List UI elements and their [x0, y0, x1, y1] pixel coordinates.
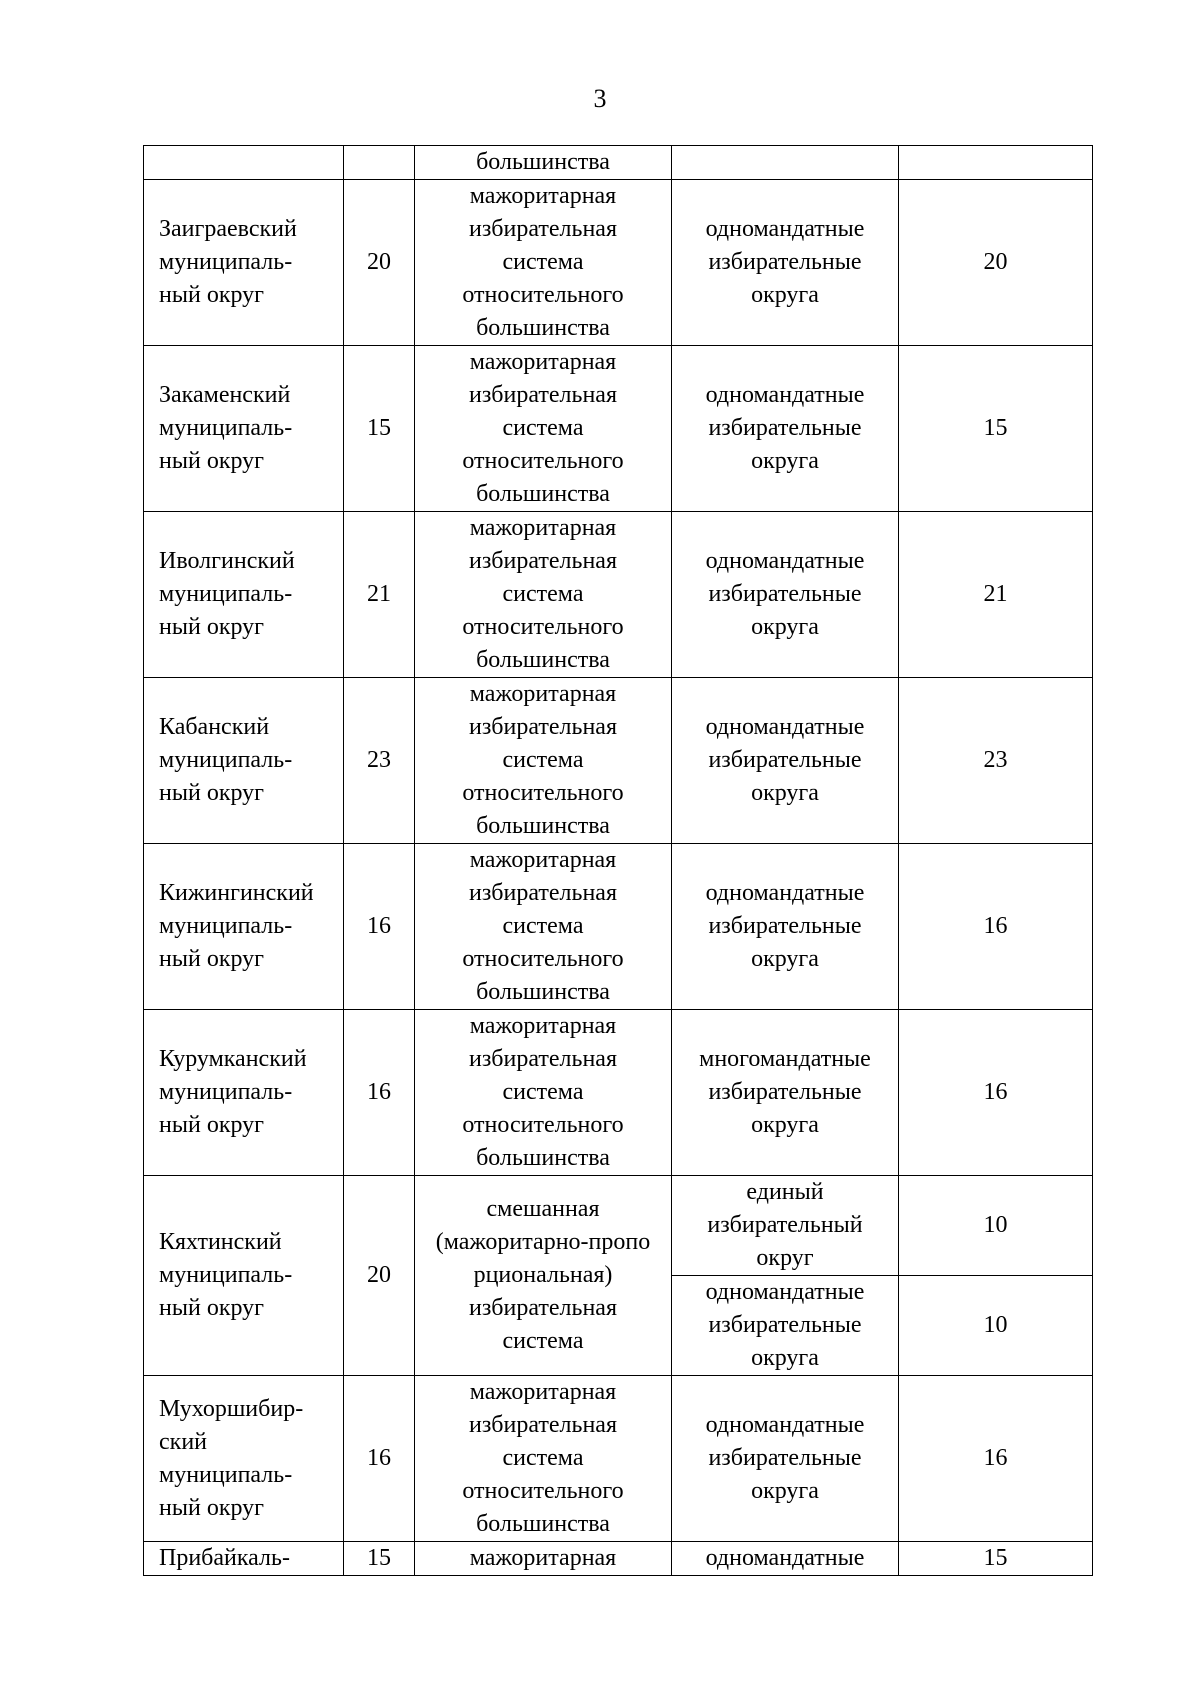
system-cell: мажоритарная	[415, 1542, 672, 1576]
count-cell: 10	[899, 1176, 1093, 1276]
system-cell: мажоритарная избирательная система относительного большинства	[415, 180, 672, 346]
seats-cell: 15	[344, 1542, 415, 1576]
table-row	[144, 346, 1093, 512]
district-type-cell	[672, 146, 899, 180]
district-name-cell: Иволгинский муниципаль- ный округ	[144, 512, 344, 678]
count-cell	[899, 146, 1093, 180]
district-name-cell: Кабанский муниципаль- ный округ	[144, 678, 344, 844]
table-row	[144, 1542, 1093, 1576]
district-type-cell: одномандатные избирательные округа	[672, 678, 899, 844]
table-row	[144, 146, 1093, 180]
seats-cell: 16	[344, 1376, 415, 1542]
district-name-cell: Мухоршибир- ский муниципаль- ный округ	[144, 1376, 344, 1542]
count-cell: 16	[899, 844, 1093, 1010]
table-row	[144, 1176, 1093, 1276]
system-cell: смешанная (мажоритарно-пропо рциональная) избирательная система	[415, 1176, 672, 1376]
table-row	[144, 512, 1093, 678]
count-cell: 21	[899, 512, 1093, 678]
district-name-cell: Заиграевский муниципаль- ный округ	[144, 180, 344, 346]
district-type-cell: одномандатные	[672, 1542, 899, 1576]
system-cell: мажоритарная избирательная система относительного большинства	[415, 1010, 672, 1176]
district-name-cell: Кижингинский муниципаль- ный округ	[144, 844, 344, 1010]
seats-cell: 16	[344, 1010, 415, 1176]
district-name-cell: Закаменский муниципаль- ный округ	[144, 346, 344, 512]
district-name-cell	[144, 146, 344, 180]
district-type-cell: одномандатные избирательные округа	[672, 346, 899, 512]
district-type-cell: одномандатные избирательные округа	[672, 844, 899, 1010]
page-number: 3	[593, 84, 607, 113]
district-type-cell: одномандатные избирательные округа	[672, 1376, 899, 1542]
district-name-cell: Курумканский муниципаль- ный округ	[144, 1010, 344, 1176]
count-cell: 23	[899, 678, 1093, 844]
count-cell: 10	[899, 1276, 1093, 1376]
table-row	[144, 180, 1093, 346]
district-name-cell: Кяхтинский муниципаль- ный округ	[144, 1176, 344, 1376]
district-type-cell: одномандатные избирательные округа	[672, 180, 899, 346]
electoral-systems-table	[143, 145, 1093, 1576]
district-type-cell: единый избирательный округ	[672, 1176, 899, 1276]
count-cell: 16	[899, 1010, 1093, 1176]
count-cell: 15	[899, 346, 1093, 512]
table-row	[144, 1010, 1093, 1176]
system-cell: мажоритарная избирательная система относительного большинства	[415, 512, 672, 678]
table-row	[144, 678, 1093, 844]
table-row	[144, 844, 1093, 1010]
system-cell: мажоритарная избирательная система относительного большинства	[415, 1376, 672, 1542]
seats-cell: 23	[344, 678, 415, 844]
system-cell: мажоритарная избирательная система относительного большинства	[415, 678, 672, 844]
count-cell: 20	[899, 180, 1093, 346]
seats-cell: 21	[344, 512, 415, 678]
count-cell: 15	[899, 1542, 1093, 1576]
table-row	[144, 1376, 1093, 1542]
district-type-cell: многомандатные избирательные округа	[672, 1010, 899, 1176]
count-cell: 16	[899, 1376, 1093, 1542]
district-type-cell: одномандатные избирательные округа	[672, 512, 899, 678]
system-cell: мажоритарная избирательная система относительного большинства	[415, 346, 672, 512]
seats-cell: 20	[344, 180, 415, 346]
seats-cell: 20	[344, 1176, 415, 1376]
seats-cell: 16	[344, 844, 415, 1010]
seats-cell: 15	[344, 346, 415, 512]
district-name-cell: Прибайкаль-	[144, 1542, 344, 1576]
system-cell: мажоритарная избирательная система относительного большинства	[415, 844, 672, 1010]
system-cell: большинства	[415, 146, 672, 180]
district-type-cell: одномандатные избирательные округа	[672, 1276, 899, 1376]
seats-cell	[344, 146, 415, 180]
